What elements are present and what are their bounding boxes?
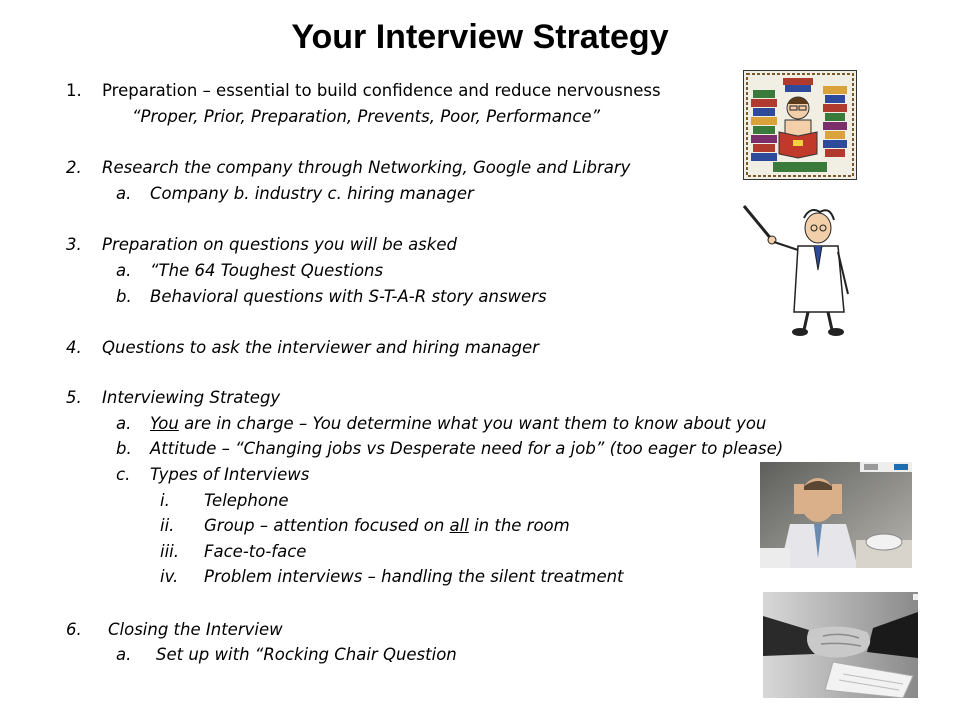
item-text: are in charge – You determine what you want them to know about you xyxy=(178,414,767,433)
item-number: a. xyxy=(116,184,132,203)
item-text: Research the company through Networking, Google and Library xyxy=(102,158,631,177)
item-text: Telephone xyxy=(204,491,289,510)
item-number: iv. xyxy=(160,567,179,586)
item-number: a. xyxy=(116,414,132,433)
item-number: 4. xyxy=(66,338,82,357)
item-number: 6. xyxy=(66,620,82,639)
item-5 xyxy=(66,387,280,409)
item-text: Set up with “Rocking Chair Question xyxy=(156,645,457,664)
item-text: Face-to-face xyxy=(204,542,307,561)
item-5a xyxy=(116,413,766,435)
item-emphasis: You xyxy=(150,414,179,433)
item-5c xyxy=(116,464,309,486)
teacher-pointer-image xyxy=(740,200,860,340)
item-3b xyxy=(116,286,547,308)
item-1 xyxy=(66,80,661,102)
item-text: Problem interviews – handling the silent treatment xyxy=(204,567,624,586)
handshake-photo xyxy=(763,592,918,698)
item-number: ii. xyxy=(160,516,175,535)
item-text: Group – attention focused on xyxy=(204,516,450,535)
item-text: Attitude – “Changing jobs vs Desperate need for a job” (too eager to please) xyxy=(150,439,784,458)
item-6a xyxy=(116,644,457,666)
item-5c-iii xyxy=(160,541,306,563)
item-6 xyxy=(66,619,283,641)
item-text: Questions to ask the interviewer and hiring manager xyxy=(102,338,539,357)
slide-title: Your Interview Strategy xyxy=(291,18,669,56)
item-text: Behavioral questions with S-T-A-R story answers xyxy=(150,287,547,306)
item-5c-iv xyxy=(160,566,624,588)
item-number: c. xyxy=(116,465,131,484)
item-text: Types of Interviews xyxy=(150,465,310,484)
item-number: i. xyxy=(160,491,170,510)
item-text: Preparation – essential to build confidence and reduce nervousness xyxy=(102,81,661,100)
item-3a xyxy=(116,260,383,282)
item-number: 3. xyxy=(66,235,82,254)
books-reader-image xyxy=(743,70,857,180)
item-2 xyxy=(66,157,630,179)
item-number: iii. xyxy=(160,542,179,561)
item-emphasis: all xyxy=(449,516,469,535)
item-text: Interviewing Strategy xyxy=(102,388,281,407)
item-number: a. xyxy=(116,261,132,280)
item-text: “The 64 Toughest Questions xyxy=(150,261,384,280)
item-text: Closing the Interview xyxy=(108,620,283,639)
item-number: a. xyxy=(116,645,132,664)
item-4 xyxy=(66,337,539,359)
stressed-man-photo xyxy=(760,462,912,568)
item-number: 2. xyxy=(66,158,82,177)
item-text: Company b. industry c. hiring manager xyxy=(150,184,474,203)
item-5c-ii xyxy=(160,515,570,537)
item-text: Preparation on questions you will be asked xyxy=(102,235,457,254)
item-number: 5. xyxy=(66,388,82,407)
item-1-quote: “Proper, Prior, Preparation, Prevents, Poor, Performance” xyxy=(132,107,601,126)
item-text-end: in the room xyxy=(468,516,570,535)
item-5c-i xyxy=(160,490,289,512)
item-number: b. xyxy=(116,439,132,458)
item-number: b. xyxy=(116,287,132,306)
item-3 xyxy=(66,234,457,256)
item-number: 1. xyxy=(66,81,82,100)
item-5b xyxy=(116,438,783,460)
item-2a xyxy=(116,183,474,205)
